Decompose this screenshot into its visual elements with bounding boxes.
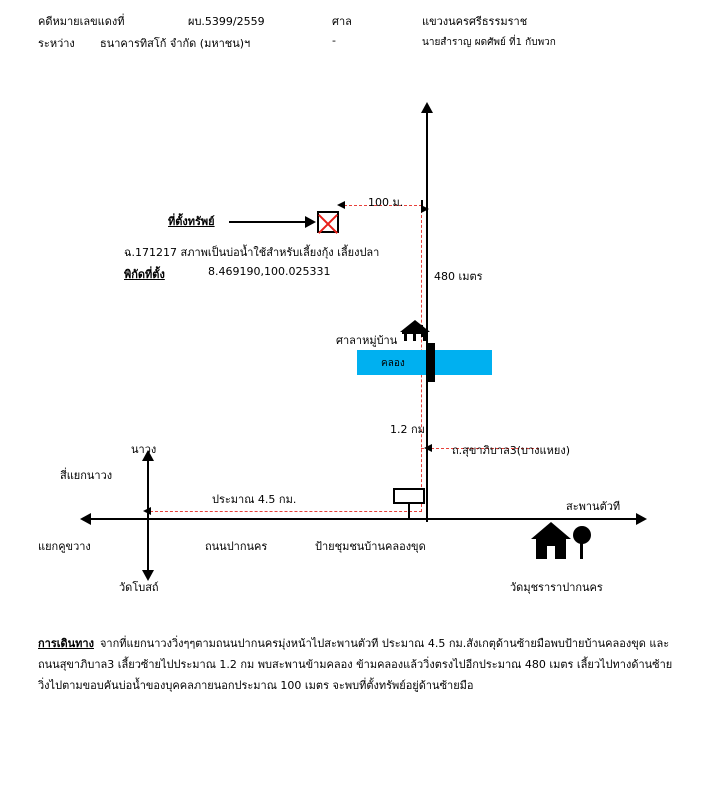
court-name: แขวงนครศรีธรรมราช (422, 15, 528, 28)
distance-1-2km-label: 1.2 กม (390, 423, 425, 436)
defendant-name: นายสำราญ ผดศัพย์ ที่1 กับพวก (422, 37, 556, 48)
property-title: ที่ตั้งทรัพย์ (168, 215, 215, 228)
plaintiff-name: ธนาคารทิสโก้ จำกัด (มหาชน)ฯ (100, 37, 251, 50)
village-sign-icon (392, 487, 428, 519)
travel-directions-heading: การเดินทาง (38, 637, 94, 650)
wat-bot-label: วัดโบสถ์ (119, 581, 159, 594)
case-number-label: คดีหมายเลขแดงที่ (38, 15, 125, 28)
travel-directions-text: จากที่แยกนาวงวิ่งๆๆตามถนนปากนครมุ่งหน้าไปสะพานตัวที ประมาณ 4.5 กม.สังเกตุด้านซ้ายมือพบป้ายบ้านคลองขุด และถนนสุขาภิบาล3 เลี้ยวซ้ายไปประมาณ 1.2 กม พบสะพานข้ามคลอง ข้ามคลองแล้ววิ่งตรงไปอีกประมาณ 480 เมตร เลี้ยวไปทางด้านซ้ายวิ่งไปตามขอบคันบ่อน้ำของบุคคลภายนอกประมาณ 100 เมตร จะพบที่ตั้งทรัพย์อยู่ด้านซ้ายมือ (38, 637, 673, 692)
route-dashed-horizontal-main (150, 511, 422, 512)
between-label: ระหว่าง (38, 37, 75, 50)
canal-label: คลอง (381, 358, 405, 369)
canal-shape (357, 350, 492, 375)
yaek-khu-wang-label: แยกคูขวาง (38, 540, 91, 553)
road-pak-nakhon-label: ถนนปากนคร (205, 540, 268, 553)
distance-100m-label: 100 ม. (368, 196, 404, 209)
sala-label: ศาลาหมู่บ้าน (336, 334, 398, 347)
travel-directions (38, 634, 678, 697)
route-arrow-suk3 (424, 444, 432, 452)
route-arrow-100m (337, 201, 345, 209)
nawong-label: นาวง (131, 443, 157, 456)
distance-480m-label: 480 เมตร (434, 270, 483, 283)
case-number-value: ผบ.5399/2559 (188, 15, 265, 28)
property-description: ฉ.171217 สภาพเป็นบ่อน้ำใช้สำหรับเลี้ยงกุ้ง เลี้ยงปลา (124, 246, 380, 259)
si-yaek-nawong-label: สี่แยกนาวง (60, 469, 113, 482)
distance-4-5km-label: ประมาณ 4.5 กม. (212, 493, 297, 506)
sala-roof-icon (398, 318, 432, 342)
court-label: ศาล (332, 15, 352, 28)
property-pointer-arrow (305, 216, 316, 228)
horizontal-road-arrow-left (80, 513, 91, 525)
route-arrow-west (143, 507, 151, 515)
temple-house-icon (527, 517, 593, 561)
wat-mucha-label: วัดมุชราราปากนคร (510, 581, 603, 594)
vertical-road-line (426, 112, 428, 522)
nawong-branch-line (147, 460, 149, 570)
coordinate-label: พิกัดที่ตั้ง (124, 268, 165, 281)
property-marker-icon (317, 211, 339, 233)
horizontal-road-arrow-right (636, 513, 647, 525)
village-sign-label: ป้ายชุมชนบ้านคลองขุด (315, 540, 426, 553)
bridge-shape (426, 343, 435, 382)
road-sukhaphiban3-label: ถ.สุขาภิบาล3(บางแหยง) (452, 444, 570, 457)
party-separator: - (332, 34, 336, 47)
coordinate-value: 8.469190,100.025331 (208, 265, 331, 278)
property-pointer-line (229, 221, 307, 223)
tick-arrow-480-top (421, 205, 429, 213)
sapan-tua-thi-label: สะพานตัวที (566, 500, 621, 513)
